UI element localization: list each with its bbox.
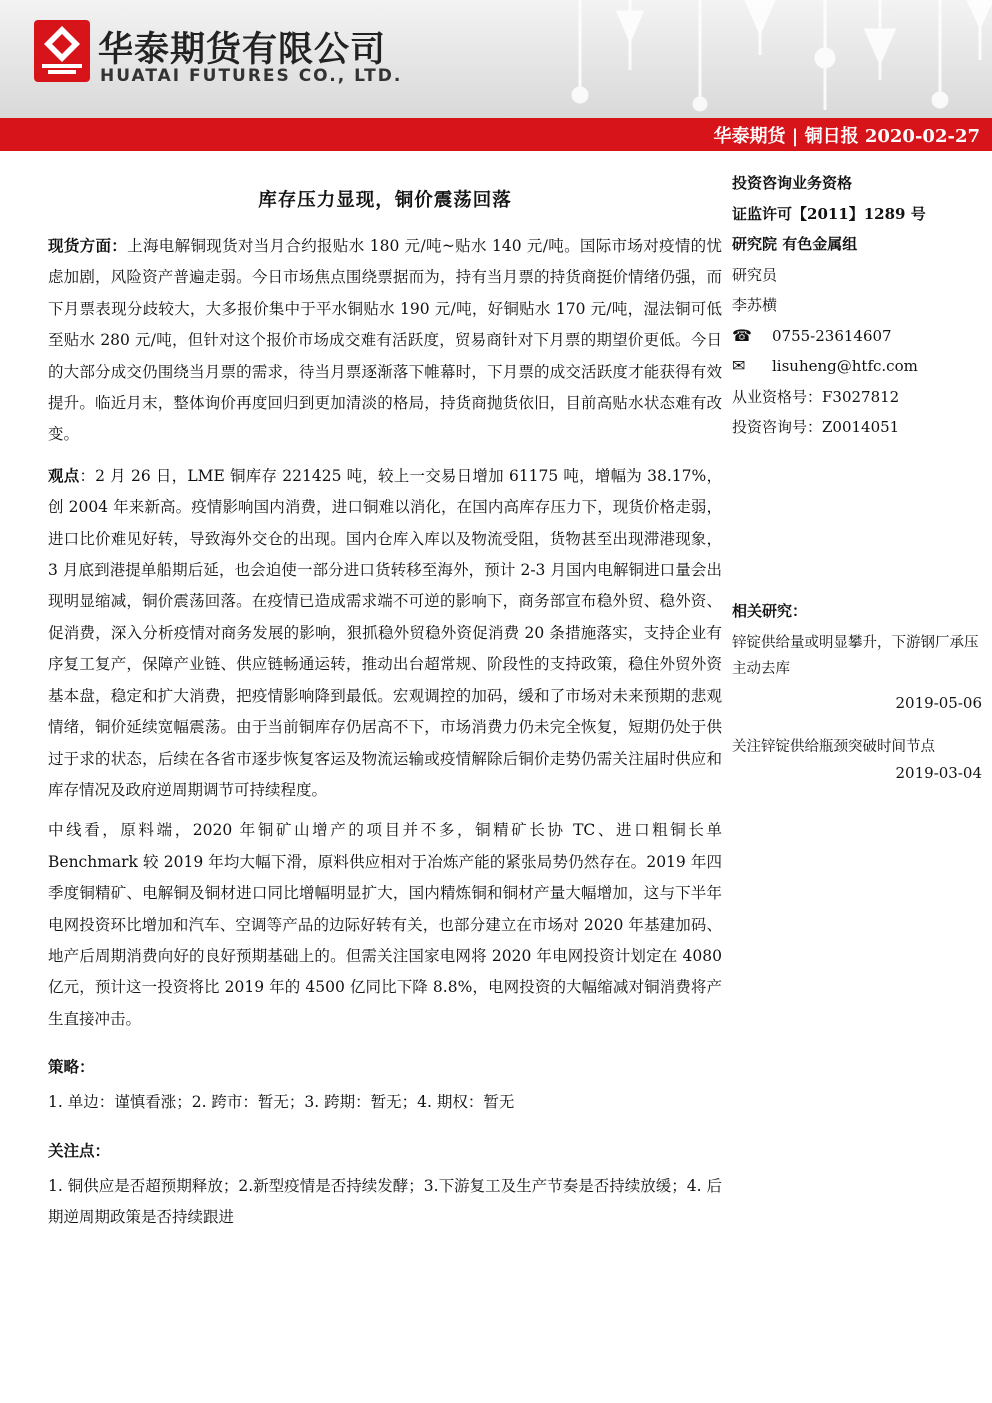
license-number: 证监许可【2011】1289 号 (732, 204, 926, 223)
related-title[interactable]: 锌锭供给量或明显攀升，下游钢厂承压主动去库 (732, 635, 979, 677)
envelope-icon: ✉ (732, 356, 746, 375)
midterm-paragraph: 中线看，原料端，2020 年铜矿山增产的项目并不多，铜精矿长协 TC、进口粗铜长单 Benchmark 较 2019 年均大幅下滑，原料供应相对于冶炼产能的紧张局势仍然存在。2019 年四季度铜精矿、电解铜及铜材进口同比增幅明显扩大，国内精炼铜和铜材产量大幅增加，这与下半年电网投资环比增加和汽车、空调等产品的边际好转有关，也部分建立在市场对 2020 年基建加码、地产后周期消费向好的良好预期基础上的。但需关注国家电网将 2020 年电网投资计划定在 4080 亿元，预计这一投资将比 2019 年的 4500 亿同比下降 8.8%，电网投资的大幅缩减对铜消费将产生直接冲击。 (48, 821, 722, 1028)
related-item[interactable] (732, 734, 982, 786)
company-name-en: HUATAI FUTURES CO., LTD. (100, 66, 403, 86)
focus-text: 1. 铜供应是否超预期释放；2.新型疫情是否持续发酵；3.下游复工及生产节奏是否持续放缓；4. 后期逆周期政策是否持续跟进 (48, 1176, 722, 1226)
header-decoration (560, 0, 992, 118)
cert-number: 从业资格号：F3027812 (732, 387, 900, 406)
spot-text: 上海电解铜现货对当月合约报贴水 180 元/吨~贴水 140 元/吨。国际市场对疫情的忧虑加剧，风险资产普遍走弱。今日市场焦点围绕票据而为，持有当月票的持货商挺价情绪仍强，而下月票表现分歧较大，大多报价集中于平水铜贴水 190 元/吨，好铜贴水 170 元/吨，湿法铜可低至贴水 280 元/吨，但针对这个报价市场成交难有活跃度，贸易商针对下月票的期望价更低。今日的大部分成交仍围绕当月票的需求，待当月票逐渐落下帷幕时，下月票的成交活跃度才能获得有效提升。临近月末，整体询价再度回归到更加清淡的格局，持货商抛货依旧，目前高贴水状态难有改变。 (48, 237, 722, 444)
phone-icon: ☎ (732, 325, 752, 345)
huatai-logo-icon (34, 20, 90, 82)
related-date: 2019-05-06 (895, 694, 982, 712)
focus-heading: 关注点： (48, 1140, 111, 1160)
report-banner (0, 118, 992, 151)
qualification: 投资咨询业务资格 (732, 174, 853, 192)
spot-paragraph (48, 230, 722, 451)
view-paragraph (48, 460, 722, 806)
related-heading: 相关研究： (732, 602, 808, 620)
strategy-text: 1. 单边：谨慎看涨；2. 跨市：暂无；3. 跨期：暂无；4. 期权：暂无 (48, 1093, 515, 1112)
related-title[interactable]: 关注锌锭供给瓶颈突破时间节点 (732, 739, 935, 755)
institute: 研究院 有色金属组 (732, 235, 858, 253)
view-text: ：2 月 26 日，LME 铜库存 221425 吨，较上一交易日增加 61175 吨，增幅为 38.17%，创 2004 年来新高。疫情影响国内消费，进口铜难以消化，在国内高库存压力下，现货价格走弱，进口比价难见好转，导致海外交仓的出现。国内仓库入库以及物流受阻，货物甚至出现滞港现象，3 月底到港提单船期后延，也会迫使一部分进口货转移至海外，预计 2-3 月国内电解铜进口量会出现明显缩减，铜价震荡回落。在疫情已造成需求端不可逆的影响下，商务部宣布稳外贸、稳外资、促消费，深入分析疫情对商务发展的影响，狠抓稳外贸稳外资促消费 20 条措施落实，支持企业有序复工复产，保障产业链、供应链畅通运转，推动出台超常规、阶段性的支持政策，稳住外贸外资基本盘，稳定和扩大消费，把疫情影响降到最低。宏观调控的加码，缓和了市场对未来预期的悲观情绪，铜价延续宽幅震荡。由于当前铜库存仍居高不下，市场消费力仍未完全恢复，短期仍处于供过于求的状态，后续在各省市逐步恢复客运及物流运输或疫情解除后铜价走势仍需关注届时供应和库存情况及政府逆周期调节可持续程度。 (48, 466, 722, 799)
phone-row (732, 321, 982, 352)
view-label: 观点 (48, 465, 80, 485)
article-title: 库存压力显现，铜价震荡回落 (258, 190, 512, 211)
related-item[interactable] (732, 630, 982, 716)
email-row (732, 351, 982, 382)
consult-number: 投资咨询号：Z0014051 (732, 418, 900, 436)
related-date: 2019-03-04 (895, 764, 982, 782)
page-header (0, 0, 992, 118)
report-line: 华泰期货 | 铜日报 2020-02-27 (713, 126, 980, 147)
phone-number: 0755-23614607 (772, 326, 892, 345)
article-body (48, 180, 722, 1242)
author-sidebar (732, 168, 982, 443)
strategy-heading: 策略： (48, 1057, 95, 1077)
spot-label: 现货方面： (48, 236, 128, 255)
company-name-cn: 华泰期货有限公司 (98, 30, 387, 70)
author-role: 研究员 (732, 265, 778, 284)
author-name: 李苏横 (732, 296, 778, 314)
email-address[interactable]: lisuheng@htfc.com (772, 357, 918, 375)
